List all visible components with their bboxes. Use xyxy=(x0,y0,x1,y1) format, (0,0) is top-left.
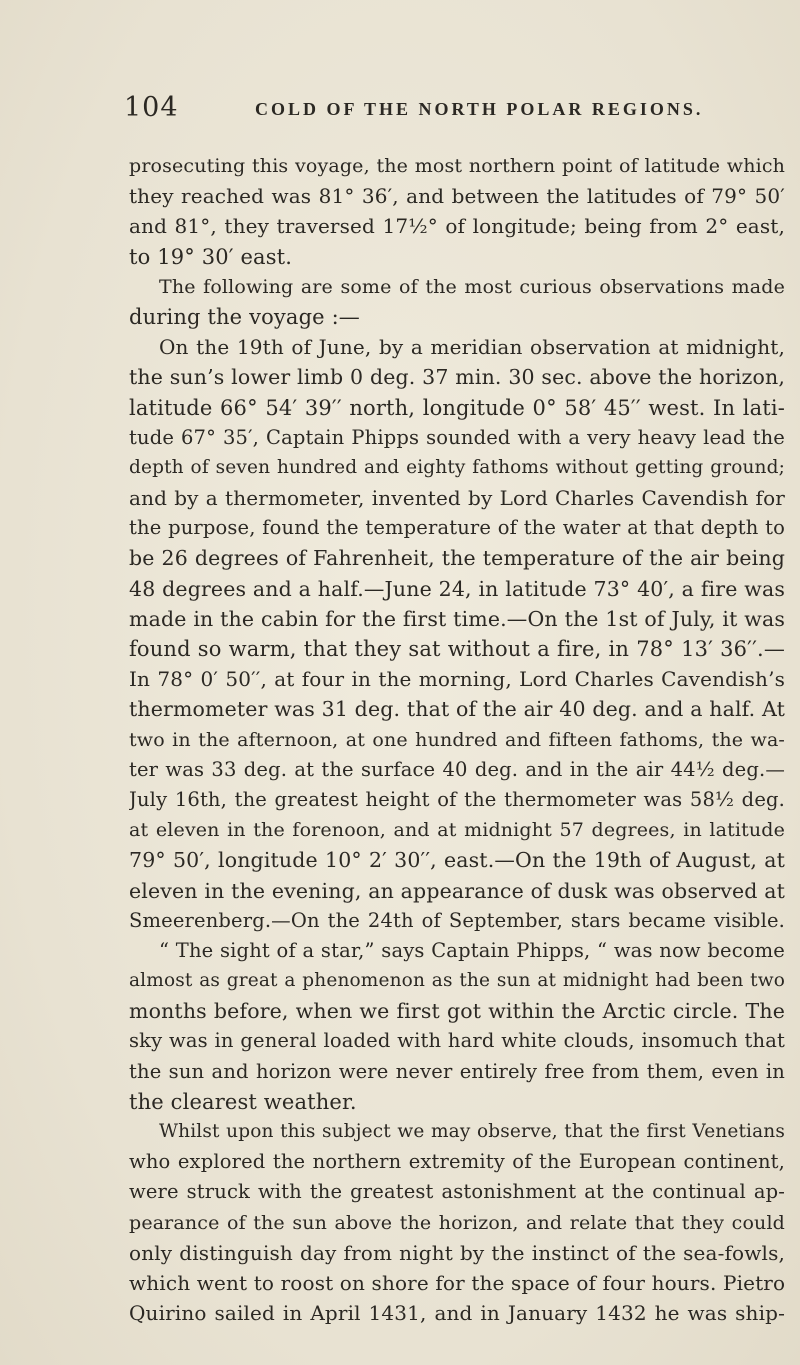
text-line: two in the afternoon, at one hundred and fifteen fathoms, the wa- xyxy=(129,728,785,751)
text-line: found so warm, that they sat without a fire, in 78° 13′ 36′′.— xyxy=(129,637,785,661)
text-line: during the voyage :— xyxy=(129,304,360,329)
page-number: 104 xyxy=(124,92,179,123)
text-line: tude 67° 35′, Captain Phipps sounded with a very heavy lead the xyxy=(129,425,785,449)
running-title: COLD OF THE NORTH POLAR REGIONS. xyxy=(255,99,704,119)
text-line: the clearest weather. xyxy=(129,1089,357,1114)
text-line: made in the cabin for the first time.—On the 1st of July, it was xyxy=(129,606,785,631)
text-line: thermometer was 31 deg. that of the air 40 deg. and a half. At xyxy=(129,697,785,722)
text-line: months before, when we first got within the Arctic circle. The xyxy=(129,999,785,1024)
text-line: were struck with the greatest astonishment at the continual ap- xyxy=(129,1180,785,1204)
text-line: almost as great a phenomenon as the sun at midnight had been two xyxy=(129,970,785,992)
text-line: depth of seven hundred and eighty fathoms without getting ground; xyxy=(129,456,785,478)
text-line: which went to roost on shore for the space of four hours. Pietro xyxy=(129,1270,785,1295)
text-line: Quirino sailed in April 1431, and in January 1432 he was ship- xyxy=(129,1301,785,1326)
text-line: be 26 degrees of Fahrenheit, the temperature of the air being xyxy=(129,546,785,571)
text-line: eleven in the evening, an appearance of dusk was observed at xyxy=(129,878,785,903)
text-line: pearance of the sun above the horizon, and relate that they could xyxy=(129,1211,785,1234)
text-line: at eleven in the forenoon, and at midnight 57 degrees, in latitude xyxy=(129,819,785,842)
text-line: the sun’s lower limb 0 deg. 37 min. 30 sec. above the horizon, xyxy=(129,365,785,390)
text-line: the purpose, found the temperature of the water at that depth to xyxy=(129,516,785,540)
text-line: 79° 50′, longitude 10° 2′ 30′′, east.—On the 19th of August, at xyxy=(129,848,785,873)
text-line: The following are some of the most curious observations made xyxy=(159,275,785,298)
text-line: sky was in general loaded with hard white clouds, insomuch that xyxy=(129,1029,785,1053)
text-line: to 19° 30′ east. xyxy=(129,244,293,269)
text-line: July 16th, the greatest height of the thermometer was 58½ deg. xyxy=(129,787,785,811)
text-line: In 78° 0′ 50′′, at four in the morning, Lord Charles Cavendish’s xyxy=(129,667,785,692)
page-header xyxy=(120,92,780,132)
text-line: who explored the northern extremity of the European continent, xyxy=(129,1150,785,1174)
text-line: Whilst upon this subject we may observe, that the first Venetians xyxy=(159,1121,785,1142)
text-line: the sun and horizon were never entirely free from them, even in xyxy=(129,1059,785,1083)
text-line: latitude 66° 54′ 39′′ north, longitude 0° 58′ 45′′ west. In lati- xyxy=(129,395,785,420)
text-line: On the 19th of June, by a meridian observation at midnight, xyxy=(159,335,785,360)
text-line: prosecuting this voyage, the most northern point of latitude which xyxy=(129,155,785,177)
text-line: ter was 33 deg. at the surface 40 deg. and in the air 44½ deg.— xyxy=(129,757,785,781)
text-line: and by a thermometer, invented by Lord Charles Cavendish for xyxy=(129,486,785,511)
text-line: they reached was 81° 36′, and between the latitudes of 79° 50′ xyxy=(129,184,785,209)
text-line: and 81°, they traversed 17½° of longitude; being from 2° east, xyxy=(129,214,785,239)
text-line: “ The sight of a star,” says Captain Phipps, “ was now become xyxy=(159,938,785,962)
text-line: 48 degrees and a half.—June 24, in latitude 73° 40′, a fire was xyxy=(129,576,785,601)
body-text xyxy=(129,151,785,1328)
text-line: only distinguish day from night by the instinct of the sea-fowls, xyxy=(129,1240,785,1265)
text-line: Smeerenberg.—On the 24th of September, stars became visible. xyxy=(129,908,785,932)
